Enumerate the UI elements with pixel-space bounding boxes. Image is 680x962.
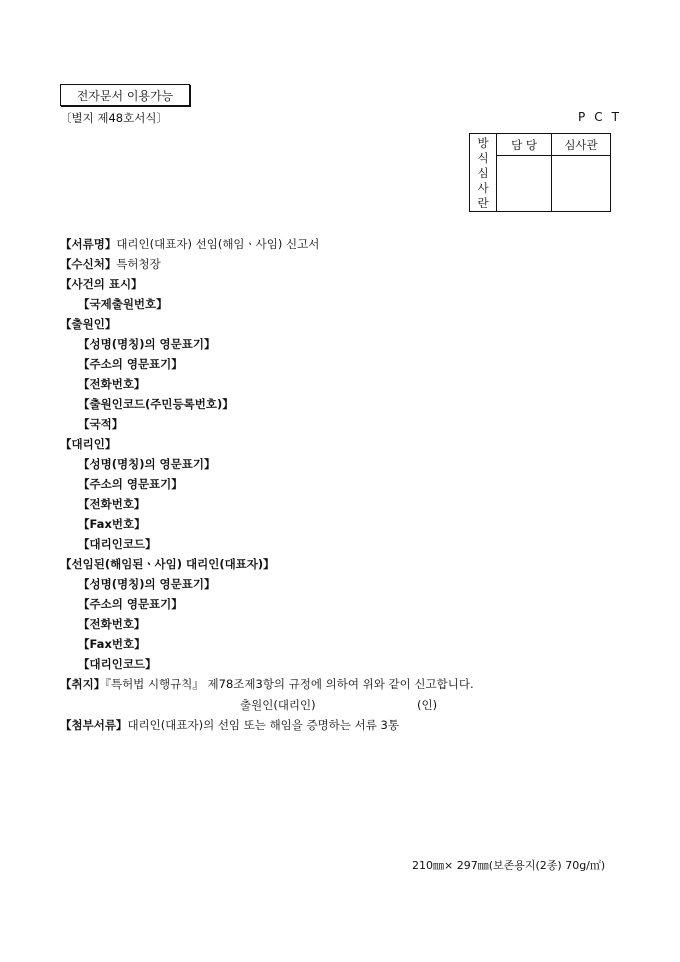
field-label: 【대리인코드】 [78, 537, 157, 551]
pct-label: PCT [578, 110, 628, 124]
electronic-doc-badge: 전자문서 이용가능 [60, 84, 190, 106]
field-line [78, 496, 145, 512]
field-line [78, 336, 216, 352]
field-label: 【대리인코드】 [78, 657, 157, 671]
field-line [78, 456, 216, 472]
review-col-officer: 담 당 [497, 134, 552, 156]
field-label: 【주소의 영문표기】 [78, 597, 183, 611]
field-value: 특허청장 [116, 257, 161, 271]
field-label: 【전화번호】 [78, 617, 146, 631]
field-line [78, 656, 157, 672]
field-label: 【국제출원번호】 [78, 297, 168, 311]
review-box [469, 133, 611, 212]
field-label: 【서류명】 [60, 237, 117, 251]
field-label: 【취지】 [60, 677, 106, 691]
attachment-label: 【첨부서류】 [60, 718, 128, 732]
field-line [60, 556, 275, 572]
field-line [78, 576, 216, 592]
field-line [60, 436, 116, 452]
review-cell-officer [497, 156, 552, 212]
field-line [78, 536, 157, 552]
field-label: 【출원인】 [60, 317, 117, 331]
field-line [78, 416, 123, 432]
field-line [78, 296, 168, 312]
field-label: 【전화번호】 [78, 377, 146, 391]
field-line [78, 616, 145, 632]
review-col-examiner: 심사관 [552, 134, 611, 156]
field-line [78, 376, 145, 392]
field-label: 【선임된(해임된ㆍ사임) 대리인(대표자)】 [60, 557, 275, 571]
field-label: 【출원인코드(주민등록번호)】 [78, 397, 234, 411]
attachment-text: 대리인(대표자)의 선임 또는 해임을 증명하는 서류 3통 [127, 718, 399, 732]
field-line [78, 636, 146, 652]
field-label: 【주소의 영문표기】 [78, 357, 183, 371]
field-value: 『특허법 시행규칙』 제78조제3항의 규정에 의하여 위와 같이 신고합니다. [105, 677, 474, 691]
field-label: 【전화번호】 [78, 497, 146, 511]
signature-seal: (인) [417, 698, 438, 712]
field-label: 【성명(명칭)의 영문표기】 [78, 337, 216, 351]
signature-label: 출원인(대리인) [240, 698, 316, 712]
field-line [60, 256, 161, 272]
field-line [78, 516, 146, 532]
review-box-char: 사 [477, 181, 489, 195]
field-label: 【Fax번호】 [78, 637, 146, 651]
review-box-char: 식 [477, 151, 489, 165]
field-label: 【주소의 영문표기】 [78, 477, 183, 491]
field-line [60, 276, 143, 292]
field-line [60, 316, 116, 332]
field-label: 【대리인】 [60, 437, 117, 451]
review-cell-examiner [552, 156, 611, 212]
form-number: 〔별지 제48호서식〕 [60, 111, 168, 125]
field-label: 【사건의 표시】 [60, 277, 143, 291]
field-line [78, 476, 183, 492]
review-box-vertical-label [470, 134, 497, 212]
field-line [60, 236, 319, 252]
review-box-char: 심 [477, 166, 489, 180]
field-value: 대리인(대표자) 선임(해임ㆍ사임) 신고서 [116, 237, 320, 251]
paper-size-footer: 210㎜× 297㎜(보존용지(2종) 70g/㎡) [412, 859, 606, 872]
field-label: 【성명(명칭)의 영문표기】 [78, 457, 216, 471]
field-line [78, 596, 183, 612]
attachment-line [60, 717, 399, 733]
field-label: 【수신처】 [60, 257, 117, 271]
field-line [78, 356, 183, 372]
review-box-char: 란 [477, 196, 489, 210]
field-label: 【국적】 [78, 417, 124, 431]
review-box-char: 방 [477, 136, 489, 150]
field-line [78, 396, 234, 412]
field-label: 【Fax번호】 [78, 517, 146, 531]
field-label: 【성명(명칭)의 영문표기】 [78, 577, 216, 591]
field-line [60, 676, 474, 692]
